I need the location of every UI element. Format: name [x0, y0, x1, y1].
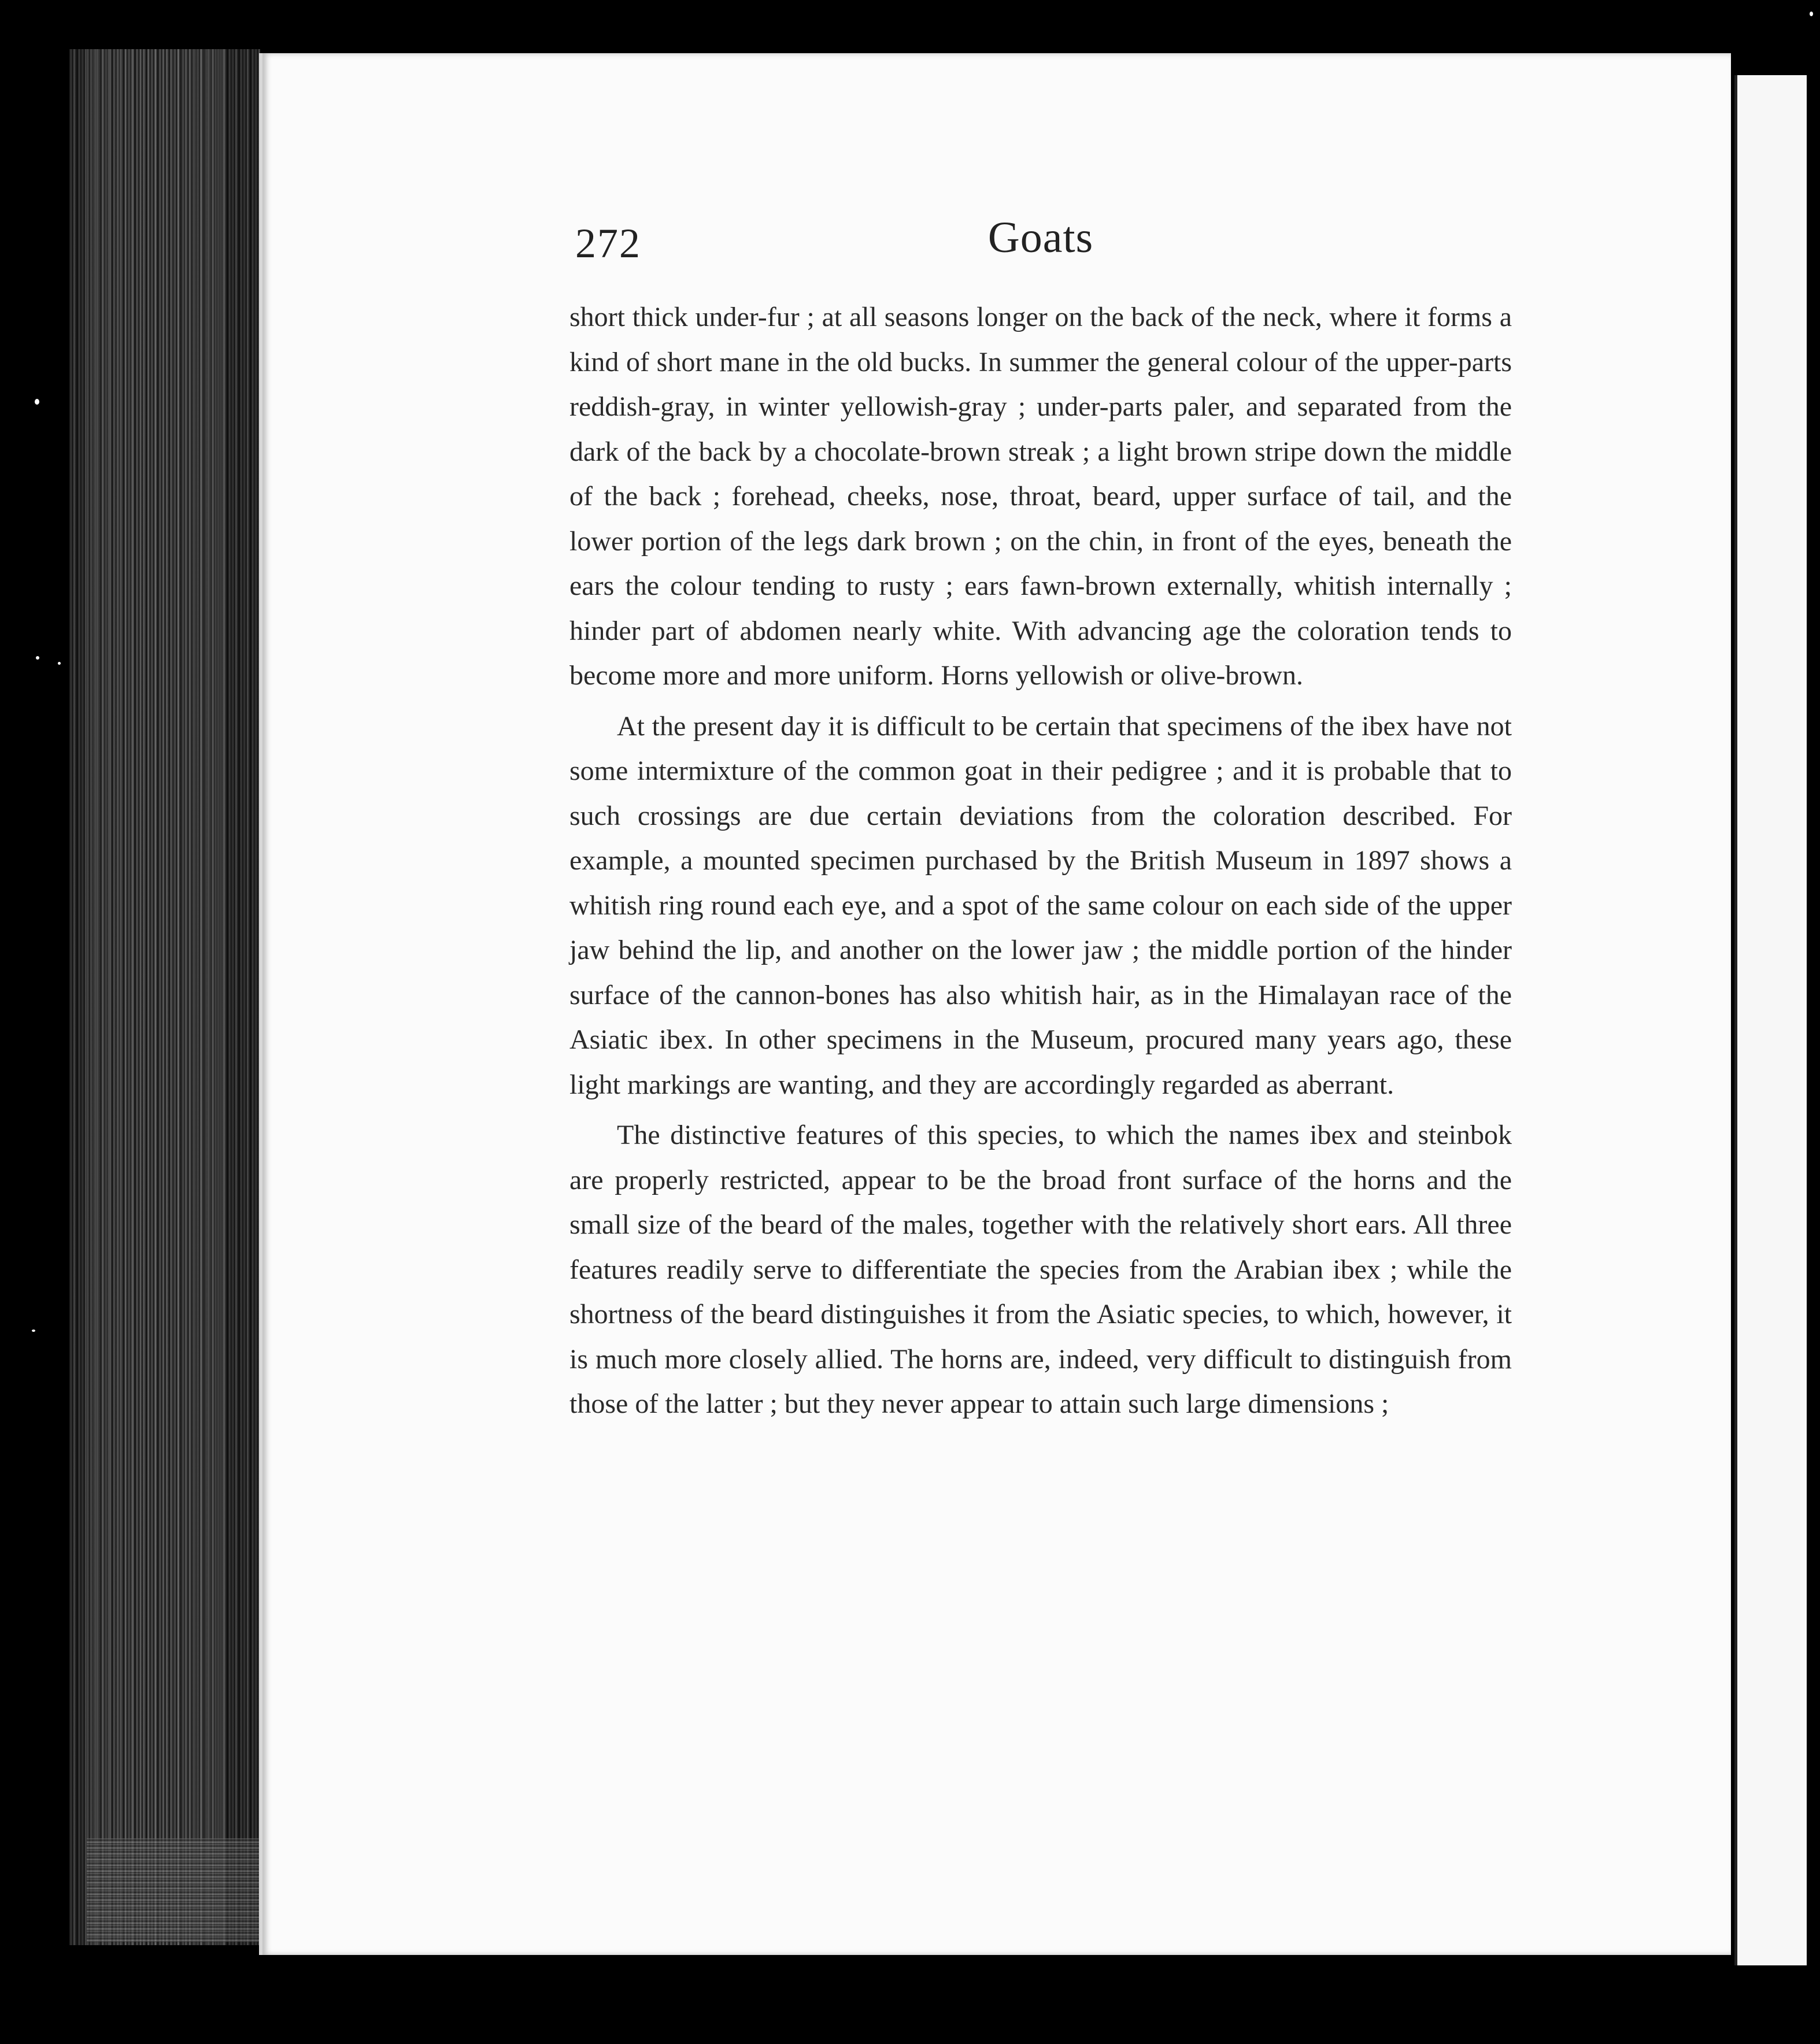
dust-speck [35, 399, 39, 405]
paragraph: The distinctive features of this species, to which the names ibex and steinbok are properly restricted, appear to be the broad front surface of the horns and the small size of the beard of the males, together with the relatively short ears. All three features readily serve to differentiate the species from the Arabian ibex ; while the shortness of the beard distinguishes it from the Asiatic species, to which, however, it is much more closely allied. The horns are, indeed, very difficult to distinguish from those of the latter ; but they never appear to attain such large dimensions ; [569, 1120, 1512, 1419]
paragraph: At the present day it is difficult to be certain that specimens of the ibex have not some intermixture of the common goat in their pedigree ; and it is probable that to such crossings are due certain deviations from the coloration described. For example, a mounted specimen purchased by the British Museum in 1897 shows a whitish ring round each eye, and a spot of the same colour on each side of the upper jaw behind the lip, and another on the lower jaw ; the middle portion of the hinder surface of the cannon-bones has also whitish hair, as in the Himalayan race of the Asiatic ibex. In other specimens in the Museum, procured many years ago, these light markings are wanting, and they are accordingly regarded as aberrant. [569, 710, 1512, 1100]
facing-page-edge [1734, 75, 1807, 1965]
dust-speck [32, 1330, 35, 1332]
paragraph: short thick under-fur ; at all seasons longer on the back of the neck, where it forms a kind of short mane in the old bucks. In summer the general colour of the upper-parts reddish-gray, in winter yellowish-gray ; under-parts paler, and separated from the dark of the back by a chocolate-brown streak ; a light brown stripe down the middle of the back ; forehead, cheeks, nose, throat, beard, upper surface of tail, and the lower portion of the legs dark brown ; on the chin, in front of the eyes, beneath the ears the colour tending to rusty ; ears fawn-brown externally, whitish internally ; hinder part of abdomen nearly white. With advancing age the coloration tends to become more and more uniform. Horns yellowish or olive-brown. [569, 302, 1512, 691]
book-page-edges-highlight [87, 49, 225, 1945]
page-number: 272 [575, 220, 641, 266]
dust-speck [36, 656, 39, 660]
book-page-edges-bottom [87, 1838, 260, 1942]
running-title: Goats [987, 213, 1094, 262]
dust-speck [1810, 12, 1813, 16]
running-head [569, 213, 1512, 289]
dust-speck [58, 662, 61, 665]
body-text [569, 295, 1512, 1432]
